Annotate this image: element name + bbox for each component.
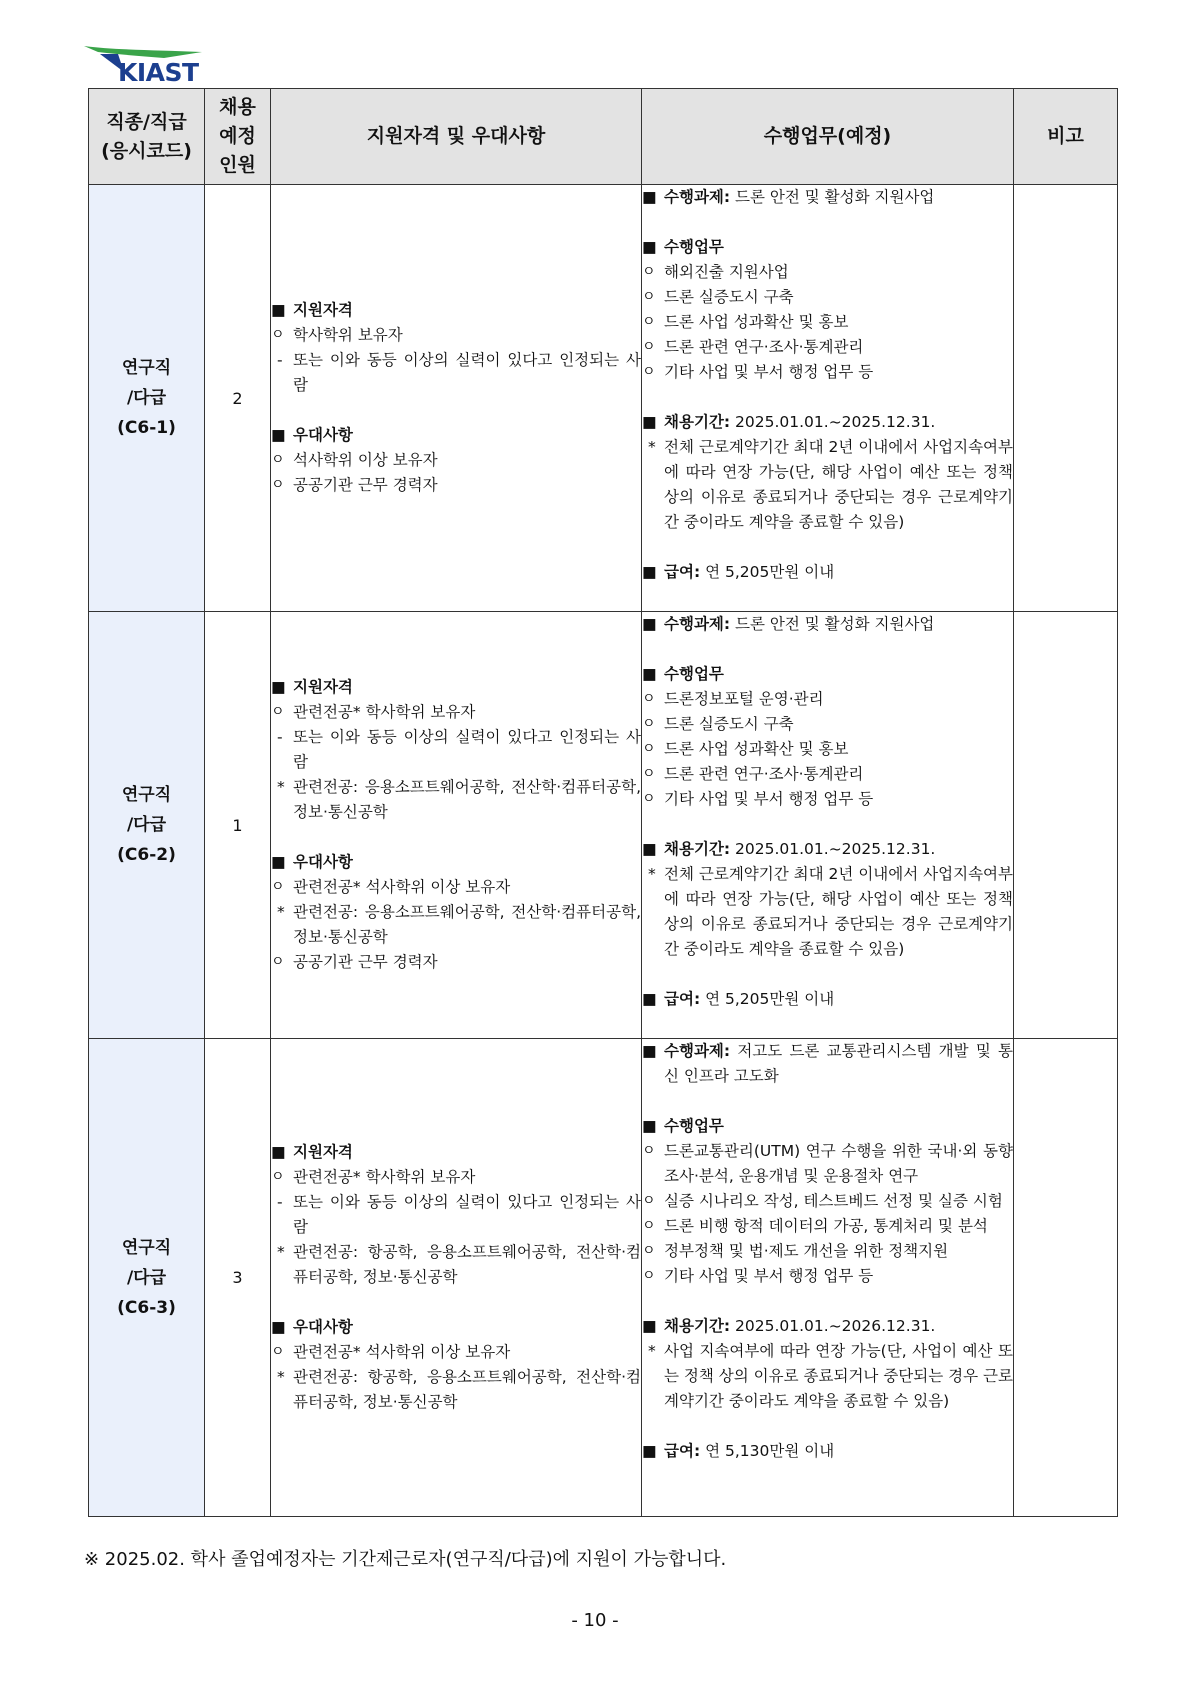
logo-text: KIAST — [118, 58, 199, 87]
note-cell — [1014, 1039, 1118, 1517]
table-row — [89, 185, 1118, 612]
job-code: 연구직 /다급 (C6-3) — [89, 1039, 205, 1517]
note-cell — [1014, 612, 1118, 1039]
job-code: 연구직 /다급 (C6-1) — [89, 185, 205, 612]
kiast-logo — [84, 44, 204, 88]
table-row — [89, 1039, 1118, 1517]
header-count: 채용 예정 인원 — [205, 89, 271, 185]
note-cell — [1014, 185, 1118, 612]
job-code: 연구직 /다급 (C6-2) — [89, 612, 205, 1039]
qualification-cell: ■ 지원자격 ㅇ 관련전공* 학사학위 보유자 - 또는 이와 동등 이상의 실력이 있다고 인정되는 사람 * 관련전공: 항공학, 응용소프트웨어공학, 전산학·컴퓨터공학, 정보·통신공학 ■ 우대사항 ㅇ 관련전공* 석사학위 이상 보유자 * 관련전공: 항공학, 응용소프트웨어공학, 전산학·컴퓨터공학, 정보·통신공학 — [271, 1039, 642, 1517]
duty-cell: ■ 수행과제: 드론 안전 및 활성화 지원사업 ■ 수행업무 ㅇ 해외진출 지원사업 ㅇ 드론 실증도시 구축 ㅇ 드론 사업 성과확산 및 홍보 ㅇ 드론 관련 연구·조사·통계관리 ㅇ 기타 사업 및 부서 행정 업무 등 ■ 채용기간: 2025.01.01.~2025.12.31. * 전체 근로계약기간 최대 2년 이내에서 사업지속여부에 따라 연장 가능(단, 해당 사업이 예산 또는 정책 상의 이유로 종료되거나 중단되는 경우 근로계약기간 중이라도 계약을 종료할 수 있음) ■ 급여: 연 5,205만원 이내 — [642, 185, 1014, 612]
header-qualification: 지원자격 및 우대사항 — [271, 89, 642, 185]
hire-count: 3 — [205, 1039, 271, 1517]
footnote: ※ 2025.02. 학사 졸업예정자는 기간제근로자(연구직/다급)에 지원이 가능합니다. — [84, 1549, 727, 1570]
header-job: 직종/직급 (응시코드) — [89, 89, 205, 185]
header-row — [89, 89, 1118, 185]
duty-cell: ■ 수행과제: 저고도 드론 교통관리시스템 개발 및 통신 인프라 고도화 ■ 수행업무 ㅇ 드론교통관리(UTM) 연구 수행을 위한 국내·외 동향 조사·분석, 운용개념 및 운용절차 연구 ㅇ 실증 시나리오 작성, 테스트베드 선정 및 실증 시험 ㅇ 드론 비행 항적 데이터의 가공, 통계처리 및 분석 ㅇ 정부정책 및 법·제도 개선을 위한 정책지원 ㅇ 기타 사업 및 부서 행정 업무 등 ■ 채용기간: 2025.01.01.~2026.12.31. * 사업 지속여부에 따라 연장 가능(단, 사업이 예산 또는 정책 상의 이유로 종료되거나 중단되는 경우 근로계약기간 중이라도 계약을 종료할 수 있음) ■ 급여: 연 5,130만원 이내 — [642, 1039, 1014, 1517]
qualification-cell: ■ 지원자격 ㅇ 학사학위 보유자 - 또는 이와 동등 이상의 실력이 있다고 인정되는 사람 ■ 우대사항 ㅇ 석사학위 이상 보유자 ㅇ 공공기관 근무 경력자 — [271, 185, 642, 612]
duty-cell: ■ 수행과제: 드론 안전 및 활성화 지원사업 ■ 수행업무 ㅇ 드론정보포털 운영·관리 ㅇ 드론 실증도시 구축 ㅇ 드론 사업 성과확산 및 홍보 ㅇ 드론 관련 연구·조사·통계관리 ㅇ 기타 사업 및 부서 행정 업무 등 ■ 채용기간: 2025.01.01.~2025.12.31. * 전체 근로계약기간 최대 2년 이내에서 사업지속여부에 따라 연장 가능(단, 해당 사업이 예산 또는 정책 상의 이유로 종료되거나 중단되는 경우 근로계약기간 중이라도 계약을 종료할 수 있음) ■ 급여: 연 5,205만원 이내 — [642, 612, 1014, 1039]
recruitment-table — [88, 88, 1118, 1517]
hire-count: 2 — [205, 185, 271, 612]
page-number: - 10 - — [571, 1610, 619, 1631]
qualification-cell: ■ 지원자격 ㅇ 관련전공* 학사학위 보유자 - 또는 이와 동등 이상의 실력이 있다고 인정되는 사람 * 관련전공: 응용소프트웨어공학, 전산학·컴퓨터공학, 정보·통신공학 ■ 우대사항 ㅇ 관련전공* 석사학위 이상 보유자 * 관련전공: 응용소프트웨어공학, 전산학·컴퓨터공학, 정보·통신공학 ㅇ 공공기관 근무 경력자 — [271, 612, 642, 1039]
table-row — [89, 612, 1118, 1039]
hire-count: 1 — [205, 612, 271, 1039]
header-duty: 수행업무(예정) — [642, 89, 1014, 185]
header-note: 비고 — [1014, 89, 1118, 185]
